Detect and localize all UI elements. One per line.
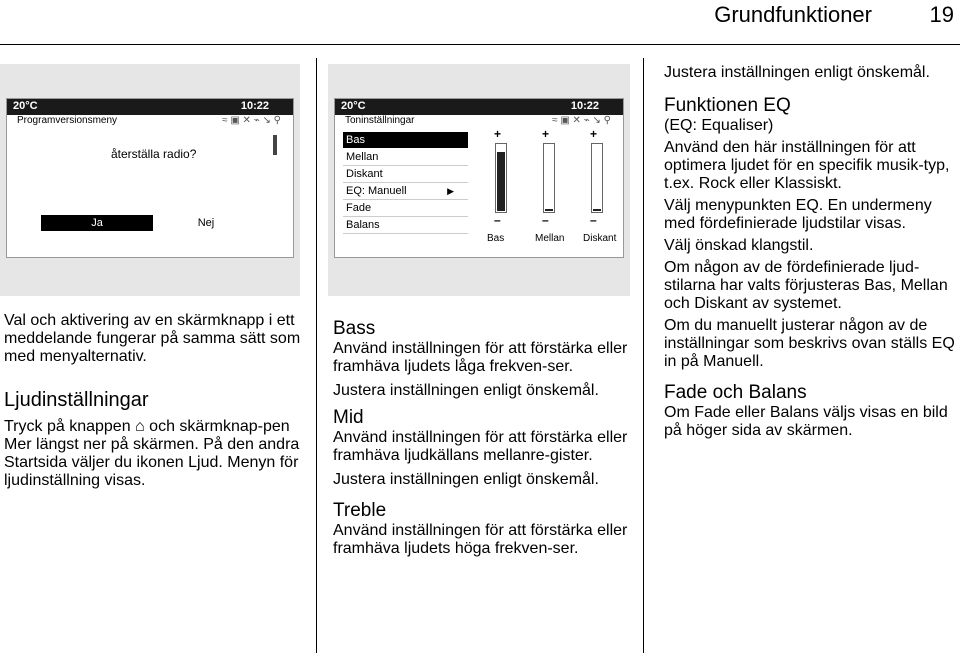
temperature: 20°C xyxy=(341,100,366,112)
status-bar xyxy=(7,99,293,115)
sound-settings-paragraph xyxy=(4,418,302,490)
heading-fade-balans: Fade och Balans xyxy=(664,382,807,403)
status-icons: ≈ ▣ ✕ ⌁ ↘ ⚲ xyxy=(222,115,281,126)
slider-label: Diskant xyxy=(583,233,617,244)
manual-paragraph xyxy=(664,317,956,371)
slider-label: Mellan xyxy=(535,233,565,244)
bass-paragraph: Använd inställningen för att förstärka eller framhäva ljudets låga frekven-ser. xyxy=(333,340,628,375)
page-header xyxy=(0,0,960,45)
text-span: eller xyxy=(739,175,770,192)
top-adjust: Justera inställningen enligt önskemål. xyxy=(664,64,930,81)
status-icons: ≈ ▣ ✕ ⌁ ↘ ⚲ xyxy=(552,115,611,126)
slider-bas[interactable] xyxy=(495,143,507,213)
clock: 10:22 xyxy=(240,100,269,112)
term-klassiskt: Klassiskt xyxy=(774,175,838,192)
term-fade: Fade xyxy=(694,404,731,421)
slider-plus-icon: + xyxy=(542,127,550,141)
menu-item-fade[interactable]: Fade xyxy=(343,200,468,217)
text-span: längst ner på skärmen. På den andra xyxy=(36,436,300,453)
term-diskant: Diskant xyxy=(694,295,748,312)
text-span: Tryck på knappen xyxy=(4,418,131,435)
column-1-text xyxy=(4,312,302,490)
column-3-text xyxy=(664,64,956,440)
text-span: eller xyxy=(735,404,766,421)
term-mellan: Mellan xyxy=(900,277,948,294)
text-span: . xyxy=(759,353,764,370)
menu-title-bar xyxy=(7,115,293,128)
slider-fill xyxy=(545,209,553,211)
menu-title: Programversionsmeny xyxy=(17,115,118,126)
dialog-question: återställa radio? xyxy=(111,147,197,161)
text-span: av systemet. xyxy=(752,295,842,312)
clock: 10:22 xyxy=(570,100,599,112)
column-divider xyxy=(643,58,644,653)
slider-mellan[interactable] xyxy=(543,143,555,213)
text-span: Om någon av de fördefinierade ljud-stilarna har valts förjusteras xyxy=(664,259,920,294)
slider-plus-icon: + xyxy=(590,127,598,141)
text-span: Använd den här inställningen för att optimera ljudet för en specifik musik-typ, t.ex. xyxy=(664,139,950,192)
preset-paragraph xyxy=(664,259,956,313)
mid-adjust: Justera inställningen enligt önskemål. xyxy=(333,471,599,488)
heading-eq: Funktionen EQ xyxy=(664,95,791,116)
text-span: Om du manuellt justerar någon av de inställningar som beskrivs ovan ställs xyxy=(664,317,928,352)
temperature: 20°C xyxy=(13,100,38,112)
treble-paragraph: Använd inställningen för att förstärka eller framhäva ljudets höga frekven-ser. xyxy=(333,522,628,557)
text-span: och xyxy=(664,295,690,312)
slider-fill xyxy=(593,209,601,211)
text-span: väljer du ikonen xyxy=(71,454,184,471)
screenshot-reset-dialog xyxy=(0,64,300,296)
menu-item-bas[interactable]: Bas xyxy=(343,132,468,148)
slider-minus-icon: – xyxy=(590,213,597,227)
menu-item-eq[interactable] xyxy=(343,183,468,200)
slider-minus-icon: – xyxy=(542,213,549,227)
scrollbar[interactable] xyxy=(273,135,277,155)
menu-item-eq-label: EQ: Manuell xyxy=(346,185,407,197)
term-bas: Bas xyxy=(864,277,892,294)
heading-mid: Mid xyxy=(333,407,364,428)
intro-paragraph: Val och aktivering av en skärmknapp i ett meddelande fungerar på samma sätt som med menyalternativ. xyxy=(4,312,301,365)
choose-style: Välj önskad klangstil. xyxy=(664,237,814,254)
text-span: och skärmknap-pen xyxy=(149,418,290,435)
select-eq-paragraph xyxy=(664,197,956,233)
mid-paragraph: Använd inställningen för att förstärka eller framhäva ljudkällans mellanre-gister. xyxy=(333,429,628,464)
term-ljud: Ljud xyxy=(188,454,219,471)
menu-item-diskant[interactable]: Diskant xyxy=(343,166,468,183)
slider-minus-icon: – xyxy=(494,213,501,227)
slider-fill xyxy=(497,152,505,211)
no-button[interactable]: Nej xyxy=(197,217,215,229)
term-rock: Rock xyxy=(698,175,736,192)
section-heading-ljudinstallningar: Ljudinställningar xyxy=(4,389,149,411)
screenshot-tone-settings xyxy=(328,64,630,296)
menu-title: Toninställningar xyxy=(345,115,415,126)
heading-bass: Bass xyxy=(333,318,376,339)
term-manuell: Manuell xyxy=(703,353,760,370)
text-span: Välj menypunkten xyxy=(664,197,792,214)
column-divider xyxy=(316,58,317,653)
term-startsida: Startsida xyxy=(4,454,68,471)
text-span: väljs visas en bild på höger sida av skärmen. xyxy=(664,404,948,439)
text-span: in på xyxy=(664,353,699,370)
menu-title-bar xyxy=(335,115,623,128)
yes-button[interactable]: Ja xyxy=(41,215,153,231)
heading-treble: Treble xyxy=(333,500,387,521)
header-rule xyxy=(0,44,960,45)
display-frame xyxy=(6,98,294,258)
bass-adjust: Justera inställningen enligt önskemål. xyxy=(333,382,599,399)
slider-label: Bas xyxy=(487,233,505,244)
text-span: Om xyxy=(664,404,690,421)
menu-item-balans[interactable]: Balans xyxy=(343,217,468,234)
page-number: 19 xyxy=(929,2,954,27)
home-icon: ⌂ xyxy=(135,418,145,435)
column-2-text xyxy=(333,317,633,558)
text-span: . xyxy=(837,175,842,192)
term-eq: EQ xyxy=(931,335,955,352)
eq-paragraph xyxy=(664,139,956,193)
term-mer: Mer xyxy=(4,436,32,453)
submenu-arrow-icon: ▶ xyxy=(447,186,454,196)
eq-subtitle: (EQ: Equaliser) xyxy=(664,117,774,134)
term-eq: EQ xyxy=(795,197,819,214)
display-frame xyxy=(334,98,624,258)
text-span: , xyxy=(891,277,897,294)
slider-diskant[interactable] xyxy=(591,143,603,213)
text-span: . En undermeny med fördefinierade ljudstilar visas. xyxy=(664,197,932,232)
term-balans: Balans xyxy=(769,404,819,421)
menu-item-mellan[interactable]: Mellan xyxy=(343,149,468,166)
slider-plus-icon: + xyxy=(494,127,502,141)
text-span: . Menyn för ljudinställning visas. xyxy=(4,454,299,489)
status-bar xyxy=(335,99,623,115)
fade-paragraph xyxy=(664,404,956,440)
chapter-title: Grundfunktioner xyxy=(714,2,872,27)
